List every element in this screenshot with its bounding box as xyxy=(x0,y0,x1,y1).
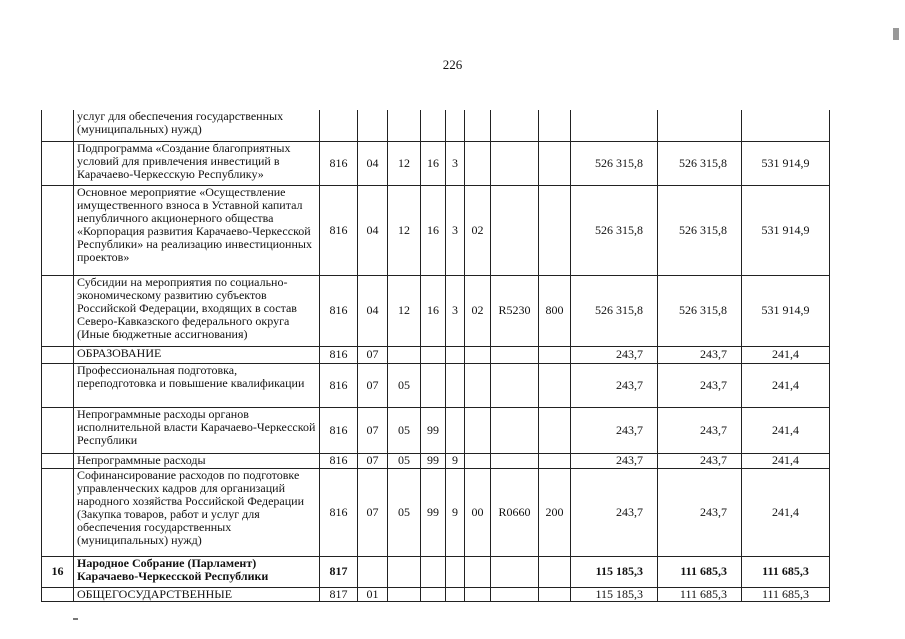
target-article-2: 9 xyxy=(446,468,465,556)
target-article-4 xyxy=(491,185,539,275)
sum-year-3: 111 685,3 xyxy=(742,556,830,587)
target-article-2 xyxy=(446,363,465,407)
row-number xyxy=(42,468,74,556)
subsection-code: 05 xyxy=(388,468,421,556)
target-article-4 xyxy=(491,141,539,185)
table-row xyxy=(42,110,830,141)
sum-year-1 xyxy=(571,110,658,141)
expense-type-code: 200 xyxy=(539,468,571,556)
expense-type-code xyxy=(539,407,571,453)
subsection-code xyxy=(388,556,421,587)
target-article-3: 02 xyxy=(465,275,491,346)
subsection-code xyxy=(388,346,421,363)
sum-year-1: 243,7 xyxy=(571,468,658,556)
section-code xyxy=(358,110,388,141)
target-article-4 xyxy=(491,110,539,141)
section-code: 01 xyxy=(358,587,388,601)
row-name: Непрограммные расходы xyxy=(74,453,320,468)
row-number xyxy=(42,346,74,363)
section-code: 07 xyxy=(358,363,388,407)
table-row xyxy=(42,468,830,556)
row-number xyxy=(42,587,74,601)
target-article-1: 16 xyxy=(421,141,446,185)
row-name: услуг для обеспечения государственных (муниципальных) нужд) xyxy=(74,110,320,141)
expense-type-code: 800 xyxy=(539,275,571,346)
sum-year-3: 241,4 xyxy=(742,407,830,453)
target-article-2 xyxy=(446,346,465,363)
sum-year-2: 526 315,8 xyxy=(658,141,742,185)
row-number xyxy=(42,110,74,141)
ved-code: 816 xyxy=(320,275,358,346)
sum-year-2: 111 685,3 xyxy=(658,587,742,601)
target-article-2: 3 xyxy=(446,275,465,346)
subsection-code: 12 xyxy=(388,141,421,185)
page-number: 226 xyxy=(442,57,463,72)
target-article-1: 99 xyxy=(421,453,446,468)
target-article-4 xyxy=(491,346,539,363)
subsection-code xyxy=(388,110,421,141)
section-code: 07 xyxy=(358,468,388,556)
target-article-3 xyxy=(465,407,491,453)
target-article-1: 99 xyxy=(421,407,446,453)
sum-year-3: 241,4 xyxy=(742,468,830,556)
sum-year-1: 115 185,3 xyxy=(571,587,658,601)
ved-code: 816 xyxy=(320,468,358,556)
ved-code: 816 xyxy=(320,185,358,275)
subsection-code: 05 xyxy=(388,407,421,453)
subsection-code: 12 xyxy=(388,275,421,346)
sum-year-3: 531 914,9 xyxy=(742,275,830,346)
ved-code: 816 xyxy=(320,453,358,468)
subsection-code: 05 xyxy=(388,363,421,407)
ved-code: 817 xyxy=(320,556,358,587)
subsection-code xyxy=(388,587,421,601)
table-row xyxy=(42,407,830,453)
target-article-4 xyxy=(491,363,539,407)
ved-code xyxy=(320,110,358,141)
target-article-4: R0660 xyxy=(491,468,539,556)
target-article-3 xyxy=(465,453,491,468)
row-name: Непрограммные расходы органов исполнительной власти Карачаево-Черкесской Республики xyxy=(74,407,320,453)
expense-type-code xyxy=(539,587,571,601)
sum-year-2: 243,7 xyxy=(658,363,742,407)
target-article-1: 16 xyxy=(421,275,446,346)
sum-year-1: 243,7 xyxy=(571,346,658,363)
sum-year-1: 526 315,8 xyxy=(571,185,658,275)
target-article-1 xyxy=(421,110,446,141)
sum-year-1: 243,7 xyxy=(571,453,658,468)
target-article-2: 3 xyxy=(446,185,465,275)
target-article-1 xyxy=(421,363,446,407)
section-code xyxy=(358,556,388,587)
target-article-4 xyxy=(491,453,539,468)
row-number: 16 xyxy=(42,556,74,587)
table-row xyxy=(42,587,830,601)
expense-type-code xyxy=(539,110,571,141)
subsection-code: 05 xyxy=(388,453,421,468)
sum-year-2 xyxy=(658,110,742,141)
subsection-code: 12 xyxy=(388,185,421,275)
ved-code: 816 xyxy=(320,407,358,453)
table-row xyxy=(42,453,830,468)
sum-year-3: 241,4 xyxy=(742,346,830,363)
target-article-2 xyxy=(446,587,465,601)
section-code: 04 xyxy=(358,141,388,185)
sum-year-2: 526 315,8 xyxy=(658,275,742,346)
target-article-3 xyxy=(465,587,491,601)
target-article-1 xyxy=(421,587,446,601)
target-article-1: 16 xyxy=(421,185,446,275)
target-article-2 xyxy=(446,556,465,587)
row-name: ОБРАЗОВАНИЕ xyxy=(74,346,320,363)
expense-type-code xyxy=(539,141,571,185)
table-row xyxy=(42,346,830,363)
target-article-3 xyxy=(465,141,491,185)
sum-year-1: 526 315,8 xyxy=(571,275,658,346)
ved-code: 816 xyxy=(320,346,358,363)
target-article-1 xyxy=(421,556,446,587)
row-number xyxy=(42,407,74,453)
section-code: 04 xyxy=(358,185,388,275)
row-number xyxy=(42,141,74,185)
row-number xyxy=(42,185,74,275)
target-article-3 xyxy=(465,346,491,363)
target-article-1: 99 xyxy=(421,468,446,556)
expense-type-code xyxy=(539,556,571,587)
target-article-2: 9 xyxy=(446,453,465,468)
sum-year-3: 241,4 xyxy=(742,363,830,407)
row-name: Основное мероприятие «Осуществление имущественного взноса в Уставной капитал непубличного акционерного общества «Корпорация развития Карачаево-Черкесской Республики» на реализацию инвестиционных проектов» xyxy=(74,185,320,275)
scan-speck xyxy=(73,618,78,620)
expense-type-code xyxy=(539,453,571,468)
sum-year-2: 111 685,3 xyxy=(658,556,742,587)
target-article-3: 02 xyxy=(465,185,491,275)
sum-year-3 xyxy=(742,110,830,141)
table-row xyxy=(42,185,830,275)
target-article-3: 00 xyxy=(465,468,491,556)
row-name: ОБЩЕГОСУДАРСТВЕННЫЕ xyxy=(74,587,320,601)
sum-year-1: 243,7 xyxy=(571,407,658,453)
expense-type-code xyxy=(539,185,571,275)
section-code: 07 xyxy=(358,346,388,363)
section-code: 07 xyxy=(358,407,388,453)
table-row xyxy=(42,556,830,587)
budget-table xyxy=(41,110,830,602)
table-body xyxy=(42,110,830,601)
sum-year-3: 531 914,9 xyxy=(742,141,830,185)
row-number xyxy=(42,275,74,346)
sum-year-1: 526 315,8 xyxy=(571,141,658,185)
target-article-2 xyxy=(446,407,465,453)
target-article-3 xyxy=(465,363,491,407)
row-name: Субсидии на мероприятия по социально-экономическому развитию субъектов Российской Федерации, входящих в состав Северо-Кавказского федерального округа (Иные бюджетные ассигнования) xyxy=(74,275,320,346)
target-article-1 xyxy=(421,346,446,363)
sum-year-2: 243,7 xyxy=(658,407,742,453)
sum-year-2: 243,7 xyxy=(658,468,742,556)
target-article-3 xyxy=(465,556,491,587)
ved-code: 817 xyxy=(320,587,358,601)
table-row xyxy=(42,275,830,346)
target-article-4 xyxy=(491,587,539,601)
target-article-4 xyxy=(491,407,539,453)
target-article-4 xyxy=(491,556,539,587)
row-number xyxy=(42,453,74,468)
sum-year-2: 243,7 xyxy=(658,453,742,468)
row-name: Профессиональная подготовка, переподготовка и повышение квалификации xyxy=(74,363,320,407)
expense-type-code xyxy=(539,346,571,363)
target-article-3 xyxy=(465,110,491,141)
target-article-2 xyxy=(446,110,465,141)
scan-edge-mark xyxy=(893,28,899,40)
section-code: 04 xyxy=(358,275,388,346)
row-number xyxy=(42,363,74,407)
table-row xyxy=(42,363,830,407)
sum-year-2: 526 315,8 xyxy=(658,185,742,275)
row-name: Подпрограмма «Создание благоприятных условий для привлечения инвестиций в Карачаево-Черкесскую Республику» xyxy=(74,141,320,185)
row-name: Народное Собрание (Парламент) Карачаево-Черкесской Республики xyxy=(74,556,320,587)
sum-year-1: 115 185,3 xyxy=(571,556,658,587)
target-article-2: 3 xyxy=(446,141,465,185)
ved-code: 816 xyxy=(320,363,358,407)
expense-type-code xyxy=(539,363,571,407)
table-row xyxy=(42,141,830,185)
section-code: 07 xyxy=(358,453,388,468)
sum-year-1: 243,7 xyxy=(571,363,658,407)
sum-year-2: 243,7 xyxy=(658,346,742,363)
sum-year-3: 111 685,3 xyxy=(742,587,830,601)
sum-year-3: 531 914,9 xyxy=(742,185,830,275)
sum-year-3: 241,4 xyxy=(742,453,830,468)
ved-code: 816 xyxy=(320,141,358,185)
target-article-4: R5230 xyxy=(491,275,539,346)
row-name: Софинансирование расходов по подготовке управленческих кадров для организаций народного хозяйства Российской Федерации (Закупка товаров, работ и услуг для обеспечения государственных (муниципальных) нужд) xyxy=(74,468,320,556)
